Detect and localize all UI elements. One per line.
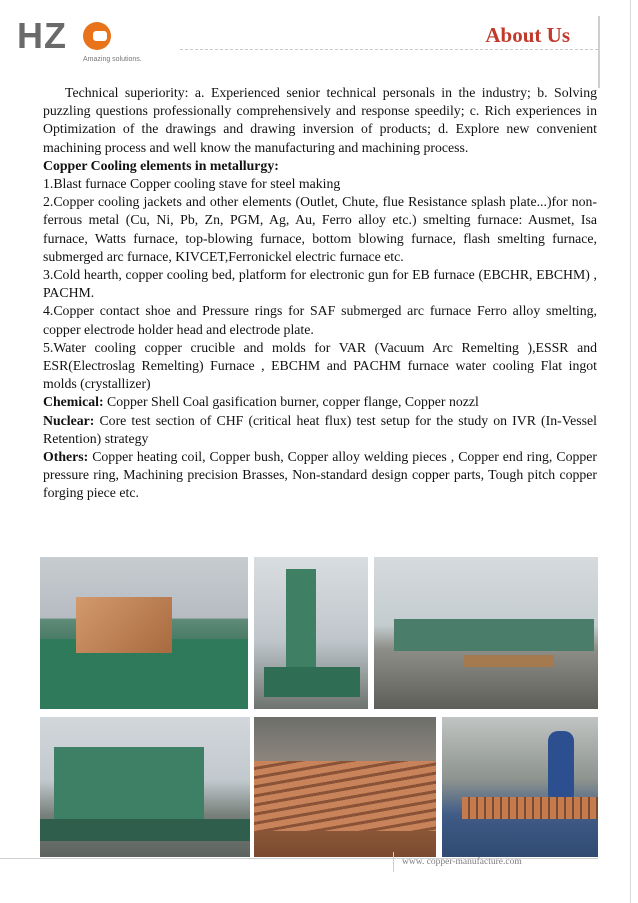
photo-boring-machine <box>254 557 368 709</box>
photo-copper-ring-worker <box>442 717 598 857</box>
metallurgy-item-4: 4.Copper contact shoe and Pressure rings for SAF submerged arc furnace Ferro alloy smelting, copper electrode holder head and electrode plate. <box>43 303 597 337</box>
logo-text: HZ <box>17 15 67 56</box>
logo-tagline: Amazing solutions. <box>83 56 142 63</box>
nuclear-paragraph <box>43 412 597 448</box>
others-paragraph <box>43 448 597 503</box>
photo-copper-machining <box>40 557 248 709</box>
photo-grid <box>40 557 598 857</box>
photo-milling-machine <box>40 717 250 857</box>
chemical-text: Copper Shell Coal gasification burner, copper flange, Copper nozzl <box>103 394 479 410</box>
header-divider <box>180 49 598 50</box>
logo-c-mark-icon <box>83 22 111 50</box>
intro-paragraph: Technical superiority: a. Experienced senior technical personals in the industry; b. Solving puzzling questions professionally comprehensively and response speedily; c. Rich experiences in Optimization of the drawings and drawing inversion of products; d. Explore new convenient machining process and well know the manufacturing and machining process. <box>43 85 597 155</box>
header-vertical-line <box>598 16 600 88</box>
photo-workshop-lathes <box>374 557 598 709</box>
company-logo <box>17 16 177 76</box>
nuclear-text: Core test section of CHF (critical heat flux) test setup for the study on IVR (In-Vessel Retention) strategy <box>43 412 597 446</box>
photo-copper-plates <box>254 717 436 857</box>
section-title: About Us <box>485 23 570 47</box>
nuclear-label: Nuclear: <box>43 412 95 428</box>
footer-url: www. copper-manufacture.com <box>402 857 522 867</box>
chemical-label: Chemical: <box>43 394 104 410</box>
metallurgy-heading: Copper Cooling elements in metallurgy: <box>43 157 279 173</box>
main-text <box>43 84 597 503</box>
page-right-border <box>630 0 631 903</box>
footer-vertical-mark <box>393 852 394 872</box>
others-text: Copper heating coil, Copper bush, Copper alloy welding pieces , Copper end ring, Copper pressure ring, Machining precision Brasses, Non-standard design copper parts, Tough pitch copper forging piece etc. <box>43 449 597 501</box>
metallurgy-item-5: 5.Water cooling copper crucible and molds for VAR (Vacuum Arc Remelting ),ESSR and ESR(Electroslag Remelting) Furnace , EBCHM and PACHM furnace water cooling Flat ingot molds (crystallizer) <box>43 339 597 392</box>
others-label: Others: <box>43 449 89 465</box>
metallurgy-item-1: 1.Blast furnace Copper cooling stave for steel making <box>43 176 341 192</box>
metallurgy-item-3: 3.Cold hearth, copper cooling bed, platform for electronic gun for EB furnace (EBCHR, EBCHM) , PACHM. <box>43 267 597 301</box>
chemical-paragraph <box>43 393 597 411</box>
metallurgy-item-2: 2.Copper cooling jackets and other elements (Outlet, Chute, flue Resistance splash plate...)for non-ferrous metal (Cu, Ni, Pb, Zn, PGM, Ag, Au, Ferro alloy etc.) smelting furnace: Ausmet, Isa furnace, Watts furnace, top-blowing furnace, bottom blowing furnace, flash smelting furnace, submerged arc furnace, KIVCET,Ferronickel electric furnace etc. <box>43 194 597 264</box>
